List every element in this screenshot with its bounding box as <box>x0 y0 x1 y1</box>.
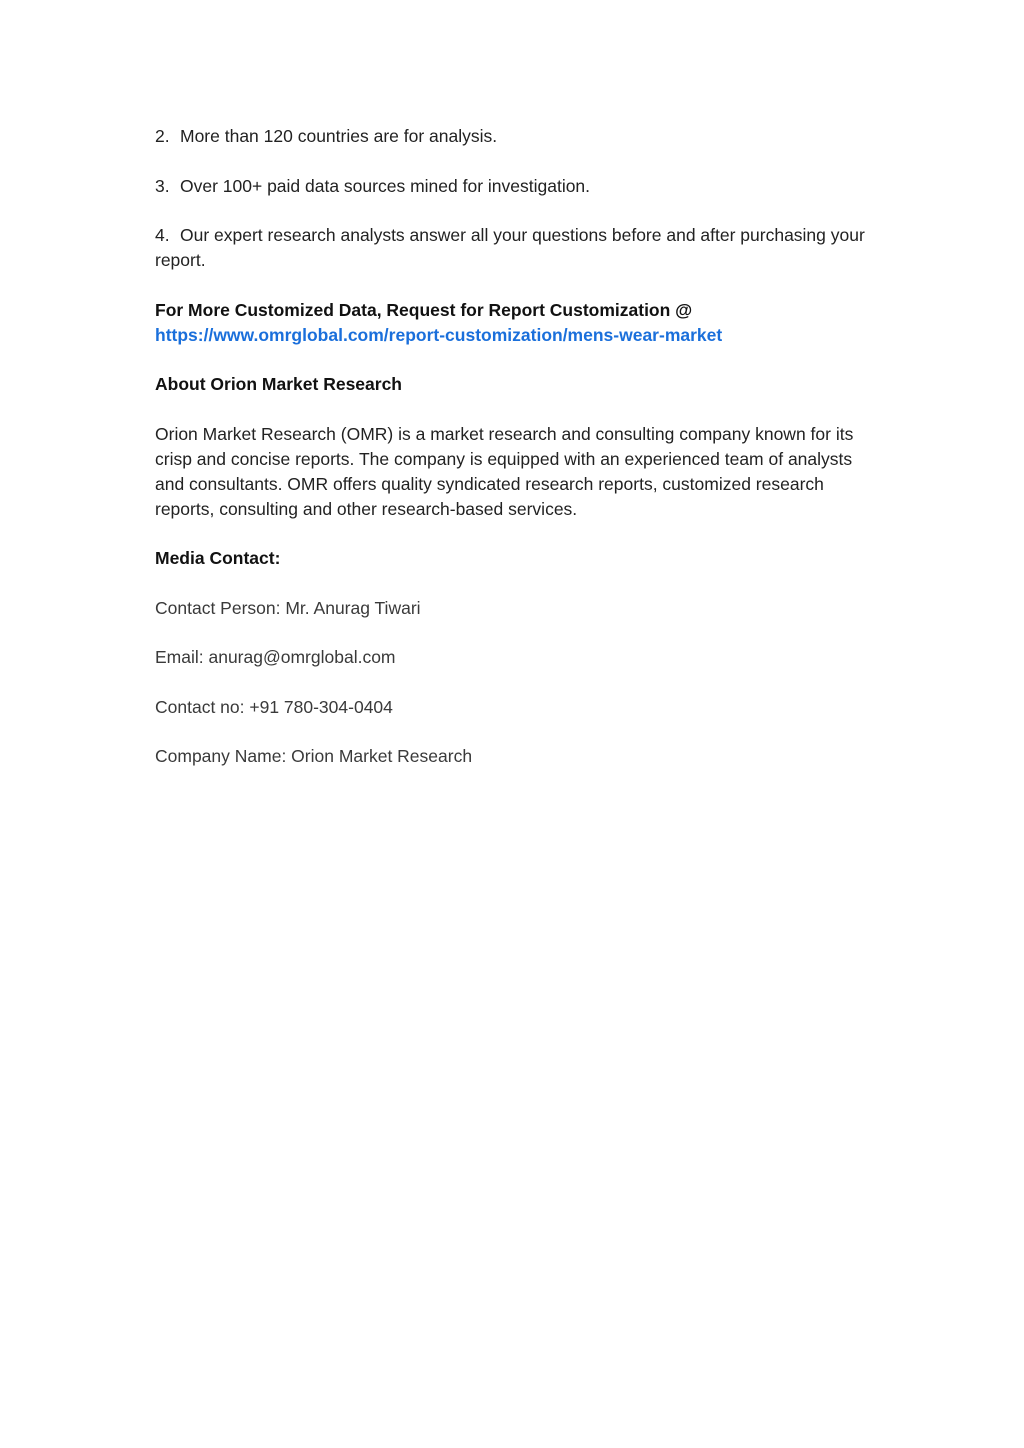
customization-heading: For More Customized Data, Request for Report Customization @ <box>155 299 693 320</box>
list-item <box>155 124 875 149</box>
contact-phone: Contact no: +91 780-304-0404 <box>155 696 393 717</box>
list-item-text: Over 100+ paid data sources mined for investigation. <box>180 175 591 196</box>
about-body: Orion Market Research (OMR) is a market research and consulting company known for its crisp and concise reports. The company is equipped with an experienced team of analysts and consultants. OMR offers quality syndicated research reports, customized research reports, consulting and other research-based services. <box>155 423 854 519</box>
company-name: Company Name: Orion Market Research <box>155 746 473 766</box>
list-item-text: Our expert research analysts answer all your questions before and after purchasing your report. <box>155 225 865 270</box>
document-content <box>155 124 875 794</box>
contact-email: Email: anurag@omrglobal.com <box>155 647 396 667</box>
list-item <box>155 174 875 199</box>
list-item-number: 4. <box>155 225 170 245</box>
list-item-text: More than 120 countries are for analysis. <box>180 126 498 146</box>
list-item-number: 2. <box>155 126 170 146</box>
list-item <box>155 223 875 273</box>
contact-person: Contact Person: Mr. Anurag Tiwari <box>155 597 421 618</box>
customization-link[interactable]: https://www.omrglobal.com/report-customization/mens-wear-market <box>155 324 723 345</box>
media-contact-heading: Media Contact: <box>155 548 281 568</box>
customization-section <box>155 298 875 348</box>
list-item-number: 3. <box>155 175 170 196</box>
about-heading: About Orion Market Research <box>155 374 402 394</box>
